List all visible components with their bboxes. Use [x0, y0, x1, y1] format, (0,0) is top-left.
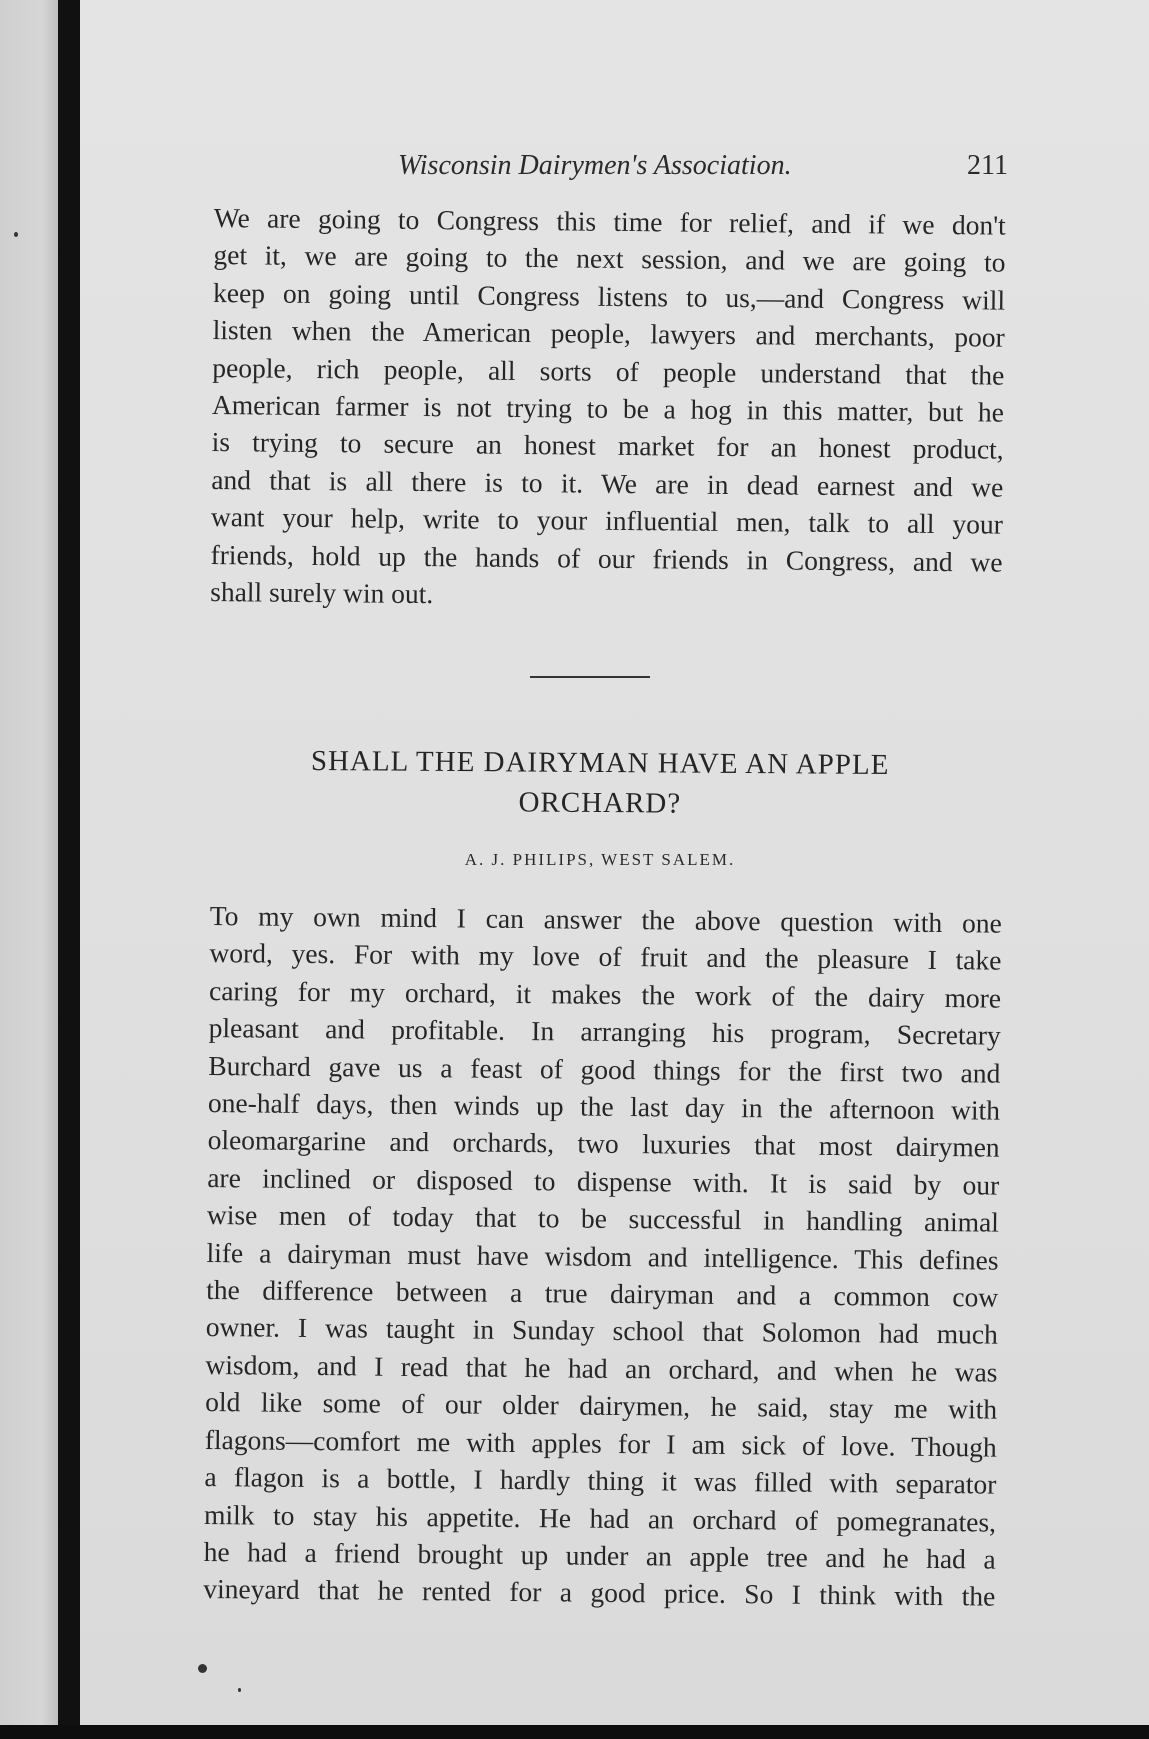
text-line: are inclined or disposed to dispense with. It is said by our: [207, 1161, 1000, 1201]
text-line: get it, we are going to the next session, and we are going to: [213, 239, 1006, 279]
text-line: owner. I was taught in Sunday school that Solomon had much: [205, 1311, 998, 1351]
text-line: wise men of today that to be successful in handling animal: [206, 1199, 1000, 1238]
text-line: a flagon is a bottle, I hardly thing it was filled with separator: [204, 1461, 997, 1500]
text-line: wisdom, and I read that he had an orchard, and when he was: [205, 1348, 998, 1388]
text-line: To my own mind I can answer the above question with one: [209, 899, 1002, 939]
text-line: caring for my orchard, it makes the work of the dairy more: [208, 974, 1002, 1014]
article-title-line-1: SHALL THE DAIRYMAN HAVE AN APPLE: [310, 744, 890, 782]
text-line: he had a friend brought up under an apple tree and he had a: [203, 1535, 996, 1575]
page-number: 211: [967, 150, 1008, 181]
text-line: word, yes. For with my love of fruit and the pleasure I take: [209, 937, 1002, 977]
article-byline: A. J. PHILIPS, WEST SALEM.: [464, 850, 736, 869]
text-line: and that is all there is to it. We are in dead earnest and we: [211, 463, 1004, 503]
text-line: pleasant and profitable. In arranging his program, Secretary: [208, 1012, 1001, 1051]
text-line: vineyard that he rented for a good price. So I think with the: [203, 1573, 996, 1612]
running-head-title: Wisconsin Dairymen's Association.: [398, 150, 792, 181]
text-line: friends, hold up the hands of our friends in Congress, and we: [210, 538, 1003, 578]
text-line: want your help, write to your influential men, talk to all your: [210, 501, 1004, 540]
text-line: flagons—comfort me with apples for I am sick of love. Though: [204, 1423, 997, 1463]
left-page-margin: [0, 0, 60, 1739]
text-line: keep on going until Congress listens to us,—and Congress will: [212, 276, 1006, 316]
page-bottom-edge: [0, 1725, 1149, 1739]
text-line: We are going to Congress this time for relief, and if we don't: [213, 201, 1006, 241]
section-divider-rule: [530, 676, 650, 678]
text-line: oleomargarine and orchards, two luxuries that most dairymen: [207, 1124, 1000, 1164]
article-title: [220, 740, 981, 825]
running-head: [318, 150, 1008, 190]
ink-speck: [238, 1688, 241, 1692]
article-title-line-2: ORCHARD?: [518, 786, 682, 820]
ink-speck: [14, 232, 18, 237]
text-line: milk to stay his appetite. He had an orchard of pomegranates,: [203, 1498, 997, 1538]
text-line: listen when the American people, lawyers and merchants, poor: [212, 314, 1005, 353]
ink-speck: [198, 1664, 207, 1673]
text-line: shall surely win out.: [210, 576, 434, 610]
continued-paragraph: [210, 199, 1006, 618]
text-line: life a dairyman must have wisdom and intelligence. This defines: [206, 1236, 999, 1276]
text-line: is trying to secure an honest market for an honest product,: [211, 426, 1004, 466]
text-line: people, rich people, all sorts of people understand that the: [212, 351, 1005, 391]
text-line: American farmer is not trying to be a hog in this matter, but he: [211, 389, 1005, 428]
text-line: Burchard gave us a feast of good things for the first two and: [208, 1049, 1001, 1089]
text-line: old like some of our older dairymen, he said, stay me with: [205, 1386, 998, 1425]
text-line: one-half days, then winds up the last day in the afternoon with: [207, 1087, 1001, 1126]
text-line: the difference between a true dairyman and a common cow: [206, 1274, 999, 1313]
book-spine-shadow: [58, 0, 80, 1739]
article-body: [203, 897, 1002, 1615]
